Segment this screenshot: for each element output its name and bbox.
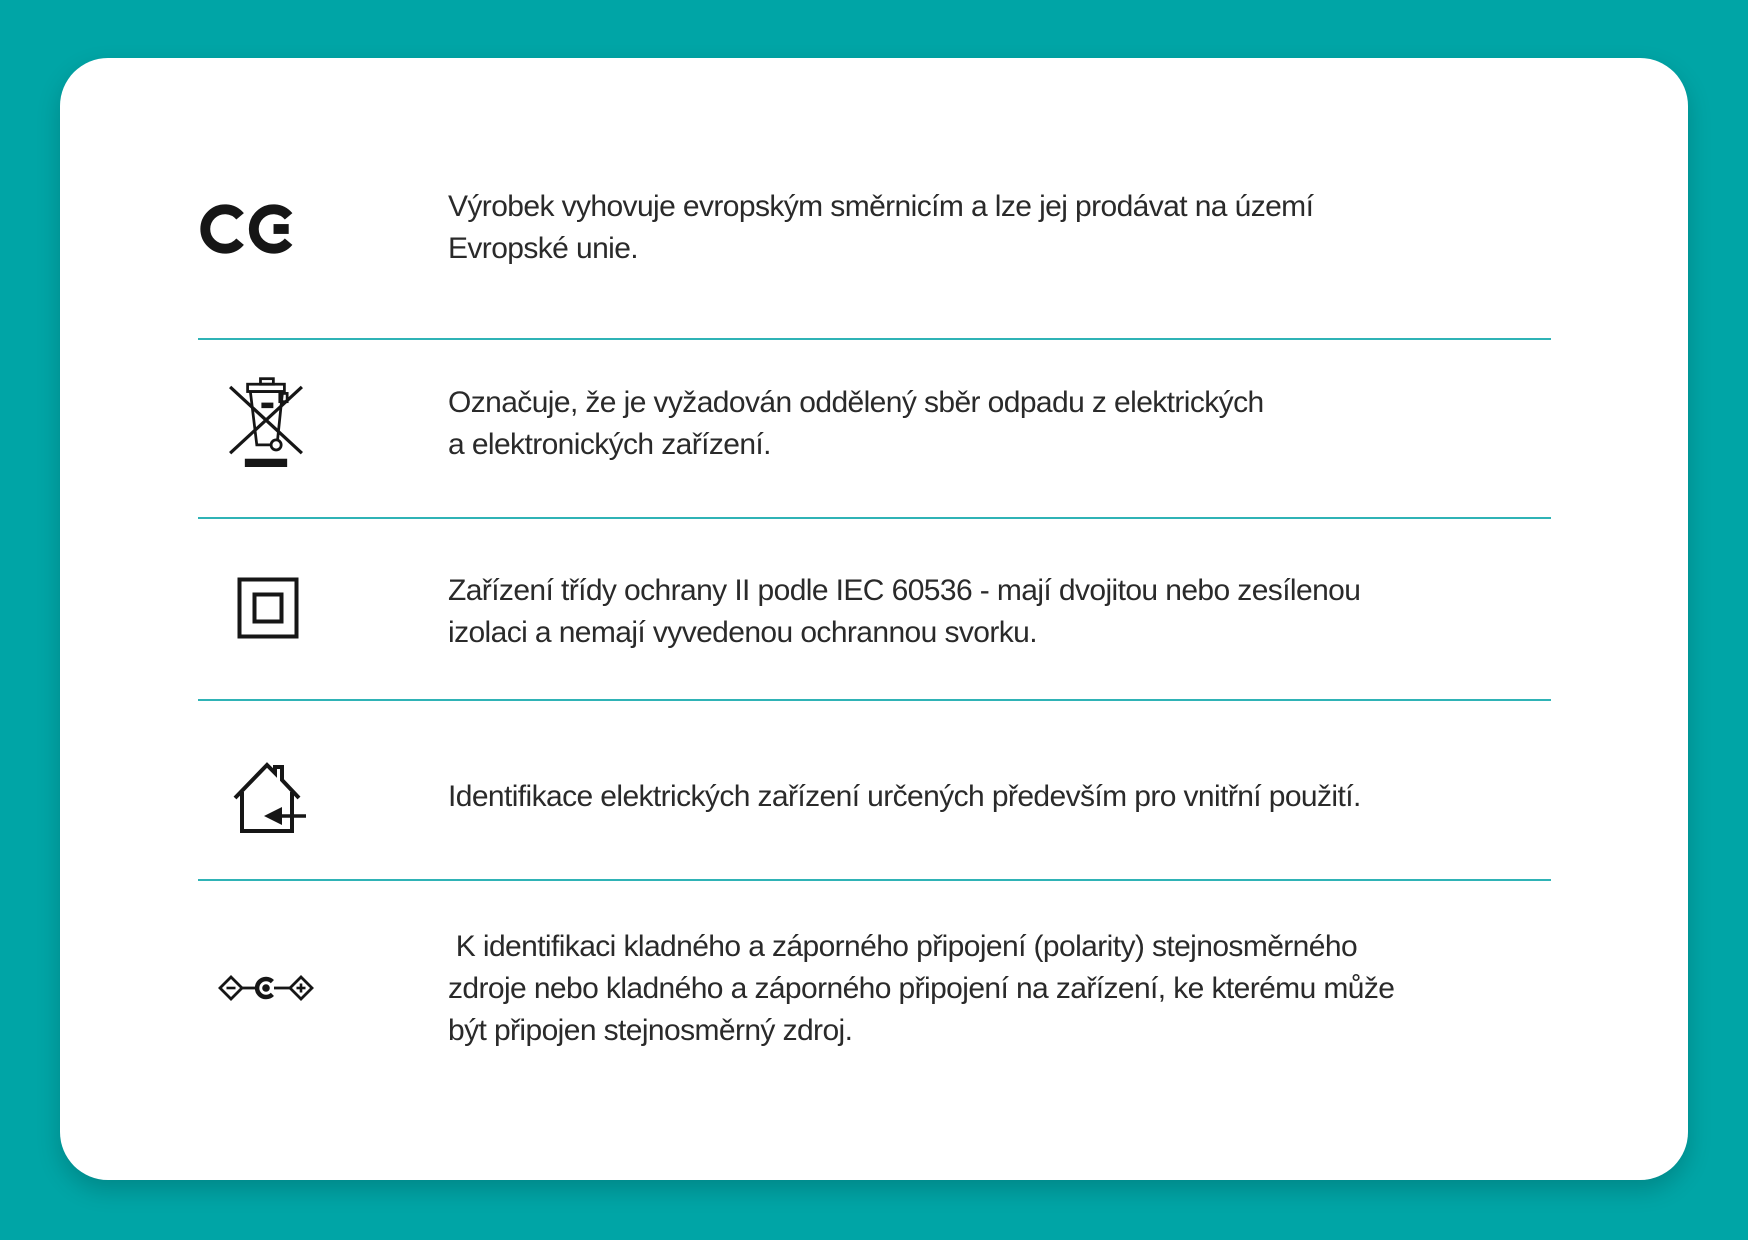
row-class-ii-text [448, 570, 1578, 654]
text-line: a elektronických zařízení. [448, 428, 771, 461]
row-weee-text [448, 382, 1578, 466]
row-divider [198, 879, 1551, 881]
text-line: Evropské unie. [448, 232, 639, 265]
text-line: Označuje, že je vyžadován oddělený sběr odpadu z elektrických [448, 386, 1264, 419]
ce-mark-icon [200, 190, 294, 268]
text-line: zdroje nebo kladného a záporného připojení na zařízení, ke kterému může [448, 972, 1395, 1005]
text-line: být připojen stejnosměrný zdroj. [448, 1014, 853, 1047]
symbols-card [60, 58, 1688, 1180]
text-line: Výrobek vyhovuje evropským směrnicím a lze jej prodávat na území [448, 190, 1314, 223]
dc-polarity-icon [218, 972, 314, 1004]
row-polarity-text [448, 926, 1578, 1052]
weee-crossed-out-bin-icon [226, 375, 306, 467]
indoor-use-house-icon [230, 760, 308, 838]
row-divider [198, 338, 1551, 340]
class-ii-double-square-icon [237, 577, 299, 639]
row-ce-text [448, 186, 1578, 270]
text-line: Zařízení třídy ochrany II podle IEC 60536 - mají dvojitou nebo zesílenou [448, 574, 1361, 607]
text-line: K identifikaci kladného a záporného připojení (polarity) stejnosměrného [448, 930, 1358, 963]
row-divider [198, 517, 1551, 519]
text-line: Identifikace elektrických zařízení určených především pro vnitřní použití. [448, 780, 1361, 813]
row-divider [198, 699, 1551, 701]
text-line: izolaci a nemají vyvedenou ochrannou svorku. [448, 616, 1037, 649]
row-indoor-text [448, 776, 1578, 818]
